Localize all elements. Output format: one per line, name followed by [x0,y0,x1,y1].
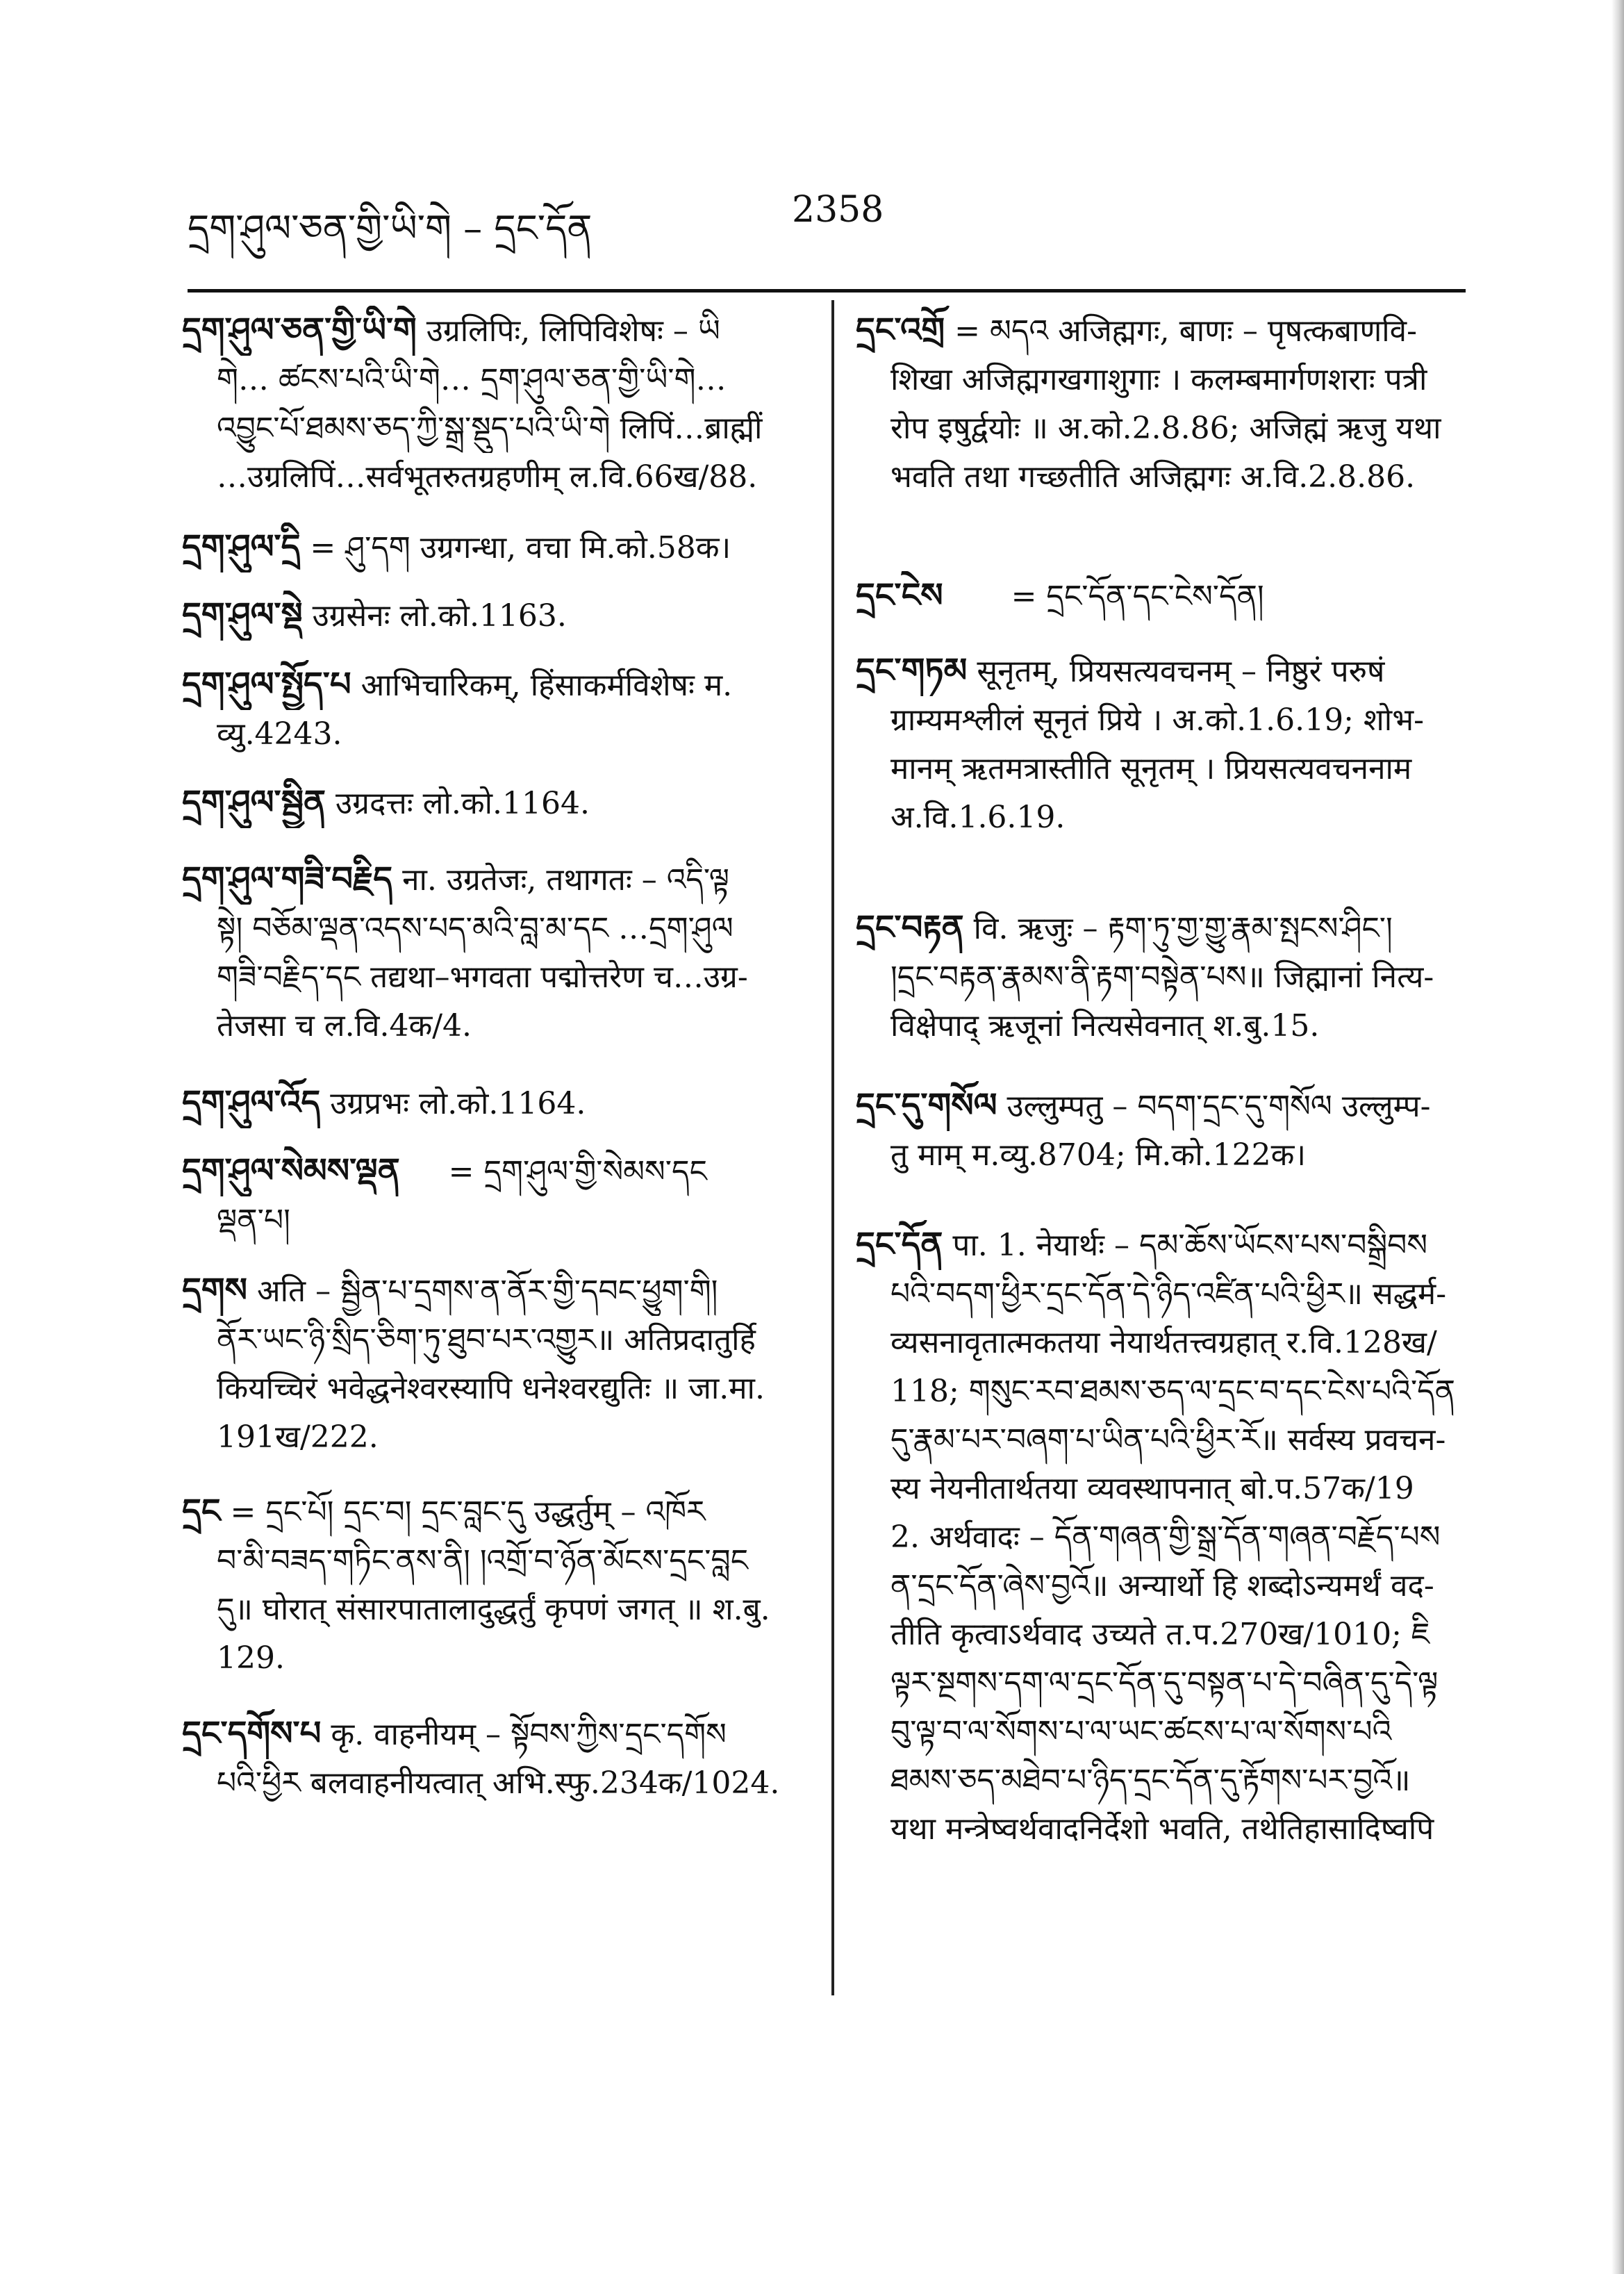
entry-abhicharika: དྲག་ཤུལ་སྤྱོད་པ आभिचारिकम्, हिंसाकर्मविशेषः म. व्यु.4243. [182,665,733,752]
headword: དྲང་བརྟན [856,908,964,947]
headword: དྲག་ཤུལ་སྡེ [182,595,303,634]
entry-ugradatta: དྲག་ཤུལ་སྦྱིན उग्रदत्तः लो.को.1164. [182,783,590,822]
column-divider [831,300,834,1995]
entry-ati: དྲགས अति – སྦྱིན་པ་དྲགས་ན་ནོར་གྱི་དབང་ཕྱུག་གི། ནོར་ཡང་ཉི་སྲིད་ཅིག་ཏུ་ཐུབ་པར་འགྱུར॥ अतिप्रदातुर्हि कियच्चिरं भवेद्धनेश्वरस्यापि धनेश्वरद्युतिः ॥ जा.मा. 191ख/222. [182,1271,765,1455]
headword: དྲང་དོན [856,1225,943,1264]
header-rule [188,289,1466,293]
headword: དྲང་གཏམ [856,651,968,690]
entry-ugraprabha: དྲག་ཤུལ་འོད उग्रप्रभः लो.को.1164. [182,1083,586,1122]
scan-edge [1611,0,1624,2274]
entry-neyartha: དྲང་དོན पा. 1. नेयार्थः – དམ་ཆོས་ཡོངས་པས་བསྒྲིབས པའི་བདག་ཕྱིར་དྲང་དོན་དེ་ཉིད་འཛིན་པའི་ཕྱིར॥ सद्धर्म- व्यसनावृतात्मकतया नेयार्थतत्त्वग्रहात् र.वि.128ख/ 118; གསུང་རབ་ཐམས་ཅད་ལ་དྲང་བ་དང་ངེས་པའི་དོན དུ་རྣམ་པར་བཞག་པ་ཡིན་པའི་ཕྱིར་རོ॥ सर्वस्य प्रवचन- स्य नेयनीतार्थतया व्यवस्थापनात् बो.प.57क/19 2. अर्थवादः – དོན་གཞན་གྱི་སྒྲ་དོན་གཞན་བརྗོད་པས ན་དྲང་དོན་ཞེས་བྱའོ॥ अन्यार्थो हि शब्दोऽन्यमर्थं वद- तीति कृत्वाऽर्थवाद उच्यते त.प.270ख/1010; ཇི ལྟར་སྔགས་དག་ལ་དྲང་དོན་དུ་བསྟན་པ་དེ་བཞིན་དུ་དེ་ལྟ བུ་ལྟ་བ་ལ་སོགས་པ་ལ་ཡང་ཚངས་པ་ལ་སོགས་པའི ཐམས་ཅད་མཐེབ་པ་ཉིད་དྲང་དོན་དུ་རྟོགས་པར་བྱའོ॥ यथा मन्त्रेष्वर्थवादनिर्देशो भवति, तथेतिहासादिष्वपि [856,1225,1456,1847]
headword: དྲག་ཤུལ་སྦྱིན [182,783,326,822]
entry-ajihmaga: དྲང་འགྲོ = མདའ अजिह्मगः, बाणः – पृषत्कबाणवि- शिखा अजिह्मगखगाशुगाः । कलम्बमार्गणशराः पत्री रोप इषुर्द्वयोः ॥ अ.को.2.8.86; अजिह्मं ऋजु यथा भवति तथा गच्छतीति अजिह्मगः अ.वि.2.8.86. [856,311,1441,495]
entry-sunrta: དྲང་གཏམ सूनृतम्, प्रियसत्यवचनम् – निष्ठुरं परुषं ग्राम्यमश्लीलं सूनृतं प्रिये । अ.को.1.6.19; शोभ- मानम् ऋतमत्रास्तीति सूनृतम् । प्रियसत्यवचननाम अ.वि.1.6.19. [856,651,1424,835]
headword: དྲག་ཤུལ་དྲི [182,527,301,566]
entry-rju: དྲང་བརྟན वि. ऋजुः – རྟག་ཏུ་གྱ་གྱུ་རྣམ་སྤངས་ཤིང་། །དྲང་བརྟན་རྣམས་ནི་རྟག་བསྟེན་པས॥ जिह्मानां नित्य- विक्षेपाद् ऋजूनां नित्यसेवनात् श.बु.15. [856,908,1434,1044]
entry-ugrateja: དྲག་ཤུལ་གཟི་བརྗིད ना. उग्रतेजः, तथागतः – འདི་ལྟ སྟེ། བཅོམ་ལྡན་འདས་པད་མའི་བླ་མ་དང …དྲག་ཤུལ གཟི་བརྗིད་དང तद्यथा–भगवता पद्मोत्तरेण च…उग्र- तेजसा च ल.वि.4क/4. [182,859,748,1044]
entry-vahaniya: དྲང་དགོས་པ कृ. वाहनीयम् – སྟོབས་ཀྱིས་དྲང་དགོས པའི་ཕྱིར बलवाहनीयत्वात् अभि.स्फु.234क/1024. [182,1714,780,1801]
page-number: 2358 [792,189,884,231]
headword: དྲང [182,1492,221,1531]
headword: དྲག་ཤུལ་གཟི་བརྗིད [182,859,393,898]
headword: དྲང་དུ་གསོལ [856,1086,997,1125]
entry-semsldan: དྲག་ཤུལ་སེམས་ལྡན = དྲག་ཤུལ་གྱི་སེམས་དང ལྡན་པ། [182,1151,707,1238]
headword: དྲགས [182,1271,247,1310]
entry-ullumpatu: དྲང་དུ་གསོལ उल्लुम्पतु – བདག་དྲང་དུ་གསོལ उल्लुम्प- तु माम् म.व्यु.8704; मि.को.122क। [856,1086,1431,1173]
entry-ugrasena: དྲག་ཤུལ་སྡེ उग्रसेनः लो.को.1163. [182,595,567,634]
headword: དྲག་ཤུལ་སྤྱོད་པ [182,665,351,704]
entry-ugralipi: དྲག་ཤུལ་ཅན་གྱི་ཡི་གེ उग्रलिपिः, लिपिविशेषः – ཡི གེ… ཚངས་པའི་ཡི་གེ… དྲག་ཤུལ་ཅན་གྱི་ཡི་གེ… འབྱུང་པོ་ཐམས་ཅད་ཀྱི་སྒྲ་སྡུད་པའི་ཡི་གེ लिपिं…ब्राह्मीं …उग्रलिपिं…सर्वभूतरुतग्रहणीम् ल.वि.66ख/88. [182,311,763,495]
headword: དྲག་ཤུལ་སེམས་ལྡན [182,1151,400,1190]
entry-ugragandha: དྲག་ཤུལ་དྲི = ཤུ་དག उग्रगन्धा, वचा मि.को.58क। [182,527,731,566]
running-head: དྲག་ཤུལ་ཅན་གྱི་ཡི་གེ – དྲང་དོན [188,206,593,250]
entry-drangnges: དྲང་ངེས = དྲང་དོན་དང་ངེས་དོན། [856,576,1264,615]
headword: དྲག་ཤུལ་ཅན་གྱི་ཡི་གེ [182,311,417,349]
headword: དྲང་དགོས་པ [182,1714,322,1753]
headword: དྲང་འགྲོ [856,311,945,349]
entry-drang: དྲང = དྲང་པོ། དྲང་བ། དྲང་བླང་དུ उद्धर्तुम् – འཁོར བ་མི་བཟད་གཏིང་ནས་ནི། །འགྲོ་བ་ཉོན་མོངས་དྲང་བླང དུ॥ घोरात् संसारपातालादुद्धर्तुं कृपणं जगत् ॥ श.बु. 129. [182,1492,770,1676]
headword: དྲང་ངེས [856,576,943,615]
headword: དྲག་ཤུལ་འོད [182,1083,321,1122]
